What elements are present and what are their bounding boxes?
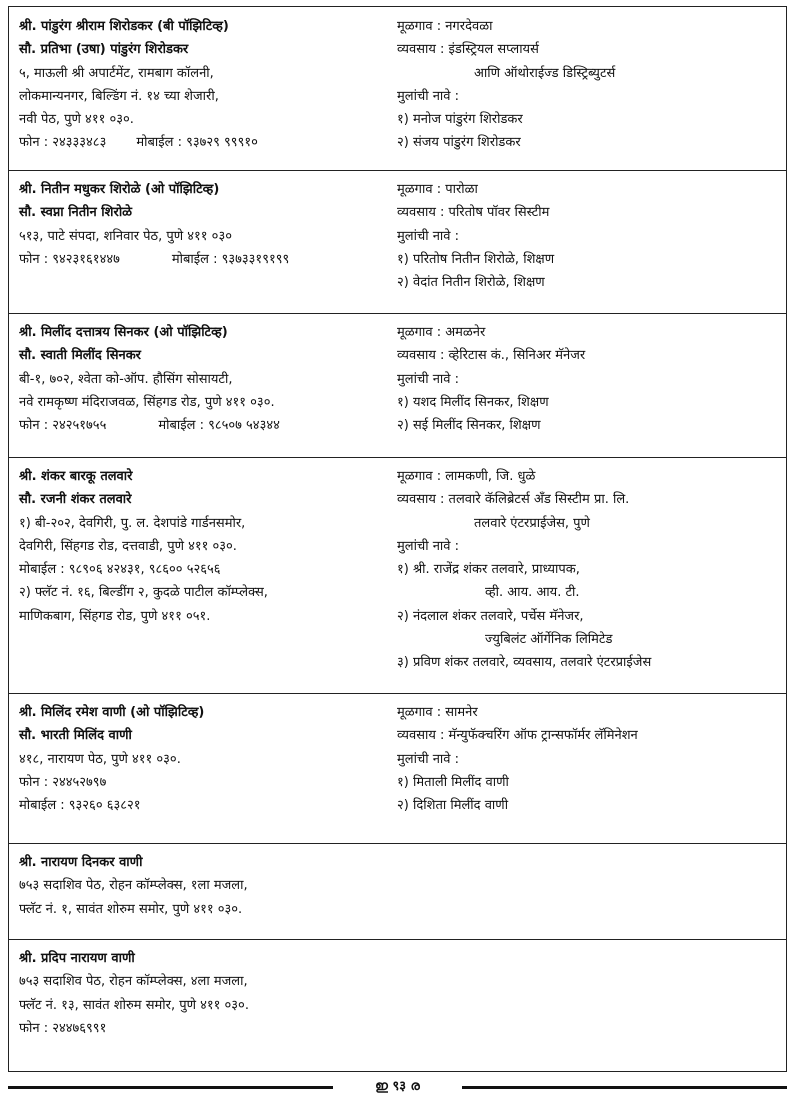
address-line: २) फ्लॅट नं. १६, बिल्डींग २, कुदळे पाटील कॉम्प्लेक्स, [19,585,268,601]
address-line: देवगिरी, सिंहगड रोड, दत्तवाडी, पुणे ४११ ०३०. [19,538,237,554]
family-details [397,321,782,437]
wife-name: सौ. रजनी शंकर तलवारे [19,492,132,508]
phone-line [19,131,394,154]
husband-name: श्री. शंकर बारकू तलवारे [19,469,133,484]
wife-name: सौ. स्वप्ना नितीन शिरोळे [19,205,133,221]
address-line: फ्लॅट नं. १, सावंत शोरुम समोर, पुणे ४११ ०३०. [19,901,243,917]
address-line: ५, माऊली श्री अपार्टमेंट, रामबाग कॉलनी, [19,65,214,81]
occupation: व्यवसाय : तलवारे कॅलिब्रेटर्स अँड सिस्टीम प्रा. लि. [397,492,630,508]
children-heading: मुलांची नावे : [397,751,460,767]
mobile-number: मोबाईल : ९८९०६ ४२४३१, ९८६०० ५२६५६ [19,562,221,578]
wife-name: सौ. स्वाती मिलींद सिनकर [19,348,141,364]
native-place: मूळगाव : अमळनेर [397,325,486,340]
directory-entry [9,170,786,314]
children-heading: मुलांची नावे : [397,538,460,554]
address-line: ४१८, नारायण पेठ, पुणे ४११ ०३०. [19,751,181,767]
family-details [397,701,782,817]
address-line: लोकमान्यनगर, बिल्डिंग नं. १४ च्या शेजारी, [19,88,219,104]
family-details [397,465,782,675]
directory-entry [9,313,786,458]
occupation-continued: तलवारे एंटरप्राईजेस, पुणे [474,515,590,531]
husband-name: श्री. मिलींद दत्तात्रय सिनकर (ओ पॉझिटिव्ह) [19,325,228,340]
child-name: २) वेदांत नितीन शिरोळे, शिक्षण [397,275,545,291]
page-number: ഇ ९३ ര [375,1079,420,1094]
contact-details [19,178,394,271]
children-heading: मुलांची नावे : [397,371,460,387]
child-name: २) सई मिलींद सिनकर, शिक्षण [397,418,541,434]
directory-entry [9,7,786,171]
contact-details [19,465,394,628]
child-name: १) श्री. राजेंद्र शंकर तलवारे, प्राध्यापक, [397,562,580,578]
wife-name: सौ. प्रतिभा (उषा) पांडुरंग शिरोडकर [19,42,189,58]
address-line: ७५३ सदाशिव पेठ, रोहन कॉम्प्लेक्स, ४ला मजला, [19,974,248,990]
address-line: ७५३ सदाशिव पेठ, रोहन कॉम्प्लेक्स, १ला मजला, [19,878,248,894]
child-name: २) संजय पांडुरंग शिरोडकर [397,135,521,151]
directory-entry [9,457,786,694]
husband-name: श्री. पांडुरंग श्रीराम शिरोडकर (बी पॉझिटिव्ह) [19,19,229,34]
mobile-number: मोबाईल : ९३७२९ ९९९१० [136,135,258,151]
child-name: ३) प्रविण शंकर तलवारे, व्यवसाय, तलवारे एंटरप्राईजेस [397,655,652,671]
person-name: श्री. नारायण दिनकर वाणी [19,855,143,870]
address-line: फ्लॅट नं. १३, सावंत शोरुम समोर, पुणे ४११ ०३०. [19,997,249,1013]
occupation: व्यवसाय : मॅन्युफॅक्चरिंग ऑफ ट्रान्सफॉर्मर लॅमिनेशन [397,728,638,744]
child-detail-continued: ज्युबिलंट ऑर्गेनिक लिमिटेड [485,632,613,648]
contact-details [19,321,394,437]
wife-name: सौ. भारती मिलिंद वाणी [19,728,132,744]
person-name: श्री. प्रदिप नारायण वाणी [19,951,135,966]
husband-name: श्री. मिलिंद रमेश वाणी (ओ पॉझिटिव्ह) [19,705,205,720]
native-place: मूळगाव : लामकणी, जि. धुळे [397,469,536,484]
directory-entry [9,693,786,844]
mobile-number: मोबाईल : ९८५०७ ५४३४४ [158,418,280,434]
husband-name: श्री. नितीन मधुकर शिरोळे (ओ पॉझिटिव्ह) [19,182,220,197]
family-details [397,178,782,294]
phone-number: फोन : २४४५२७९७ [19,774,107,790]
child-name: २) नंदलाल शंकर तलवारे, पर्चेस मॅनेजर, [397,608,584,624]
mobile-number: मोबाईल : ९३७३३१९१९९ [171,251,290,267]
children-heading: मुलांची नावे : [397,88,460,104]
occupation: व्यवसाय : परितोष पॉवर सिस्टीम [397,205,550,221]
native-place: मूळगाव : सामनेर [397,705,478,720]
phone-line [19,248,394,271]
page-footer [8,1078,787,1096]
child-name: १) मिताली मिलींद वाणी [397,774,509,790]
address-line: नवे रामकृष्ण मंदिराजवळ, सिंहगड रोड, पुणे ४११ ०३०. [19,394,275,410]
address-line: माणिकबाग, सिंहगड रोड, पुणे ४११ ०५१. [19,608,211,624]
address-line: बी-१, ७०२, श्वेता को-ऑप. हौसिंग सोसायटी, [19,371,233,387]
contact-details [19,701,394,817]
phone-number: फोन : २४२५१७५५ [19,418,107,434]
address-line: १) बी-२०२, देवगिरी, पु. ल. देशपांडे गार्डनसमोर, [19,515,246,531]
family-details [397,15,782,155]
directory-box [8,6,787,1072]
mobile-number: मोबाईल : ९३२६० ६३८२१ [19,798,141,814]
native-place: मूळगाव : नगरदेवळा [397,19,493,34]
occupation-continued: आणि ऑथोराईज्ड डिस्ट्रिब्युटर्स [474,65,616,81]
directory-entry [9,843,786,940]
phone-number: फोन : २४३३३४८३ [19,135,107,151]
phone-line [19,414,394,437]
child-name: १) परितोष नितीन शिरोळे, शिक्षण [397,251,555,267]
phone-number: फोन : २४४७६९९१ [19,1020,107,1036]
occupation: व्यवसाय : व्हेरिटास कं., सिनिअर मॅनेजर [397,348,586,364]
child-name: १) यशद मिलींद सिनकर, शिक्षण [397,394,549,410]
contact-details [19,851,719,921]
native-place: मूळगाव : पारोळा [397,182,478,197]
child-detail-continued: व्ही. आय. आय. टी. [485,585,580,601]
address-line: नवी पेठ, पुणे ४११ ०३०. [19,112,134,128]
child-name: १) मनोज पांडुरंग शिरोडकर [397,112,523,128]
phone-number: फोन : ९४२३१६१४४७ [19,251,120,267]
directory-entry [9,939,786,1071]
occupation: व्यवसाय : इंडस्ट्रियल सप्लायर्स [397,42,539,58]
contact-details [19,15,394,155]
contact-details [19,947,719,1040]
address-line: ५१३, पाटे संपदा, शनिवार पेठ, पुणे ४११ ०३० [19,228,232,244]
child-name: २) दिशिता मिलींद वाणी [397,798,509,814]
children-heading: मुलांची नावे : [397,228,460,244]
